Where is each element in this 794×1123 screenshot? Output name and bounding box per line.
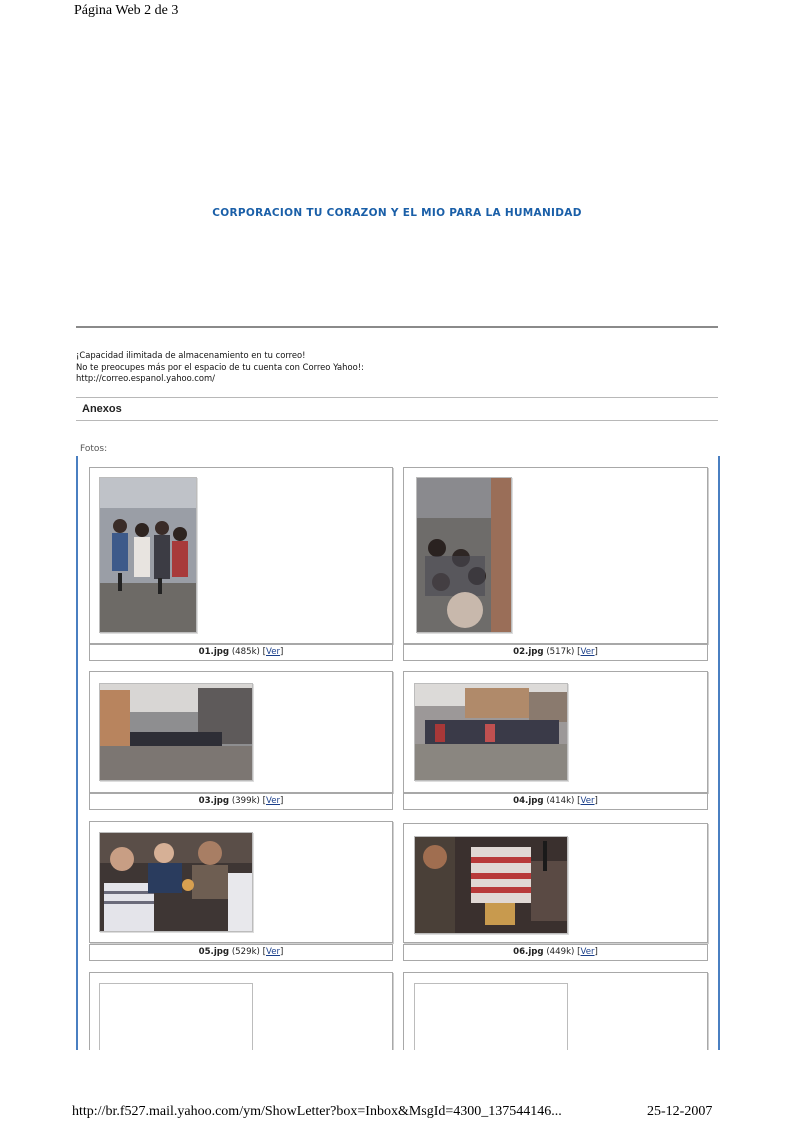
photo-tile[interactable] <box>403 671 708 793</box>
page-header: Página Web 2 de 3 <box>74 3 179 18</box>
file-size: (517k) <box>546 647 575 657</box>
file-name: 06.jpg <box>513 947 544 957</box>
photo-caption: 01.jpg (485k) [Ver] <box>89 644 393 661</box>
photo-caption: 05.jpg (529k) [Ver] <box>89 944 393 961</box>
attachments-header <box>76 397 718 421</box>
photo-tile[interactable] <box>89 671 393 793</box>
photo-caption: 03.jpg (399k) [Ver] <box>89 793 393 810</box>
file-size: (449k) <box>546 947 575 957</box>
file-name: 05.jpg <box>198 947 230 957</box>
photo-thumbnail[interactable] <box>99 832 253 932</box>
photo-thumbnail[interactable] <box>414 683 568 781</box>
attachments-heading: Anexos <box>82 403 122 415</box>
photo-caption: 06.jpg (449k) [Ver] <box>403 944 708 961</box>
view-link[interactable]: Ver <box>266 947 281 957</box>
view-link[interactable]: Ver <box>580 947 595 957</box>
promo-line: No te preocupes más por el espacio de tu cuenta con Correo Yahoo!: <box>76 361 364 372</box>
file-size: (529k) <box>231 947 260 957</box>
message-title: CORPORACION TU CORAZON Y EL MIO PARA LA HUMANIDAD <box>212 207 582 219</box>
photo-thumbnail[interactable] <box>99 477 197 633</box>
file-name: 01.jpg <box>198 647 230 657</box>
photo-tile[interactable] <box>89 467 393 644</box>
file-name: 02.jpg <box>513 647 544 657</box>
photo-tile[interactable] <box>403 972 708 1050</box>
photo-tile[interactable] <box>403 467 708 644</box>
photo-tile[interactable] <box>89 821 393 943</box>
file-name: 03.jpg <box>198 796 230 806</box>
photo-caption: 04.jpg (414k) [Ver] <box>403 793 708 810</box>
photo-thumbnail[interactable] <box>99 983 253 1050</box>
file-size: (399k) <box>231 796 260 806</box>
footer-date: 25-12-2007 <box>647 1104 713 1119</box>
file-name: 04.jpg <box>513 796 544 806</box>
photo-thumbnail[interactable] <box>414 983 568 1050</box>
promo-block <box>76 350 364 385</box>
photo-caption: 02.jpg (517k) [Ver] <box>403 644 708 661</box>
file-size: (414k) <box>546 796 575 806</box>
photo-thumbnail[interactable] <box>414 836 568 934</box>
view-link[interactable]: Ver <box>580 796 595 806</box>
view-link[interactable]: Ver <box>580 647 595 657</box>
photo-thumbnail[interactable] <box>99 683 253 781</box>
promo-link[interactable]: http://correo.espanol.yahoo.com/ <box>76 373 215 383</box>
photo-thumbnail[interactable] <box>416 477 512 633</box>
view-link[interactable]: Ver <box>266 647 281 657</box>
photo-tile[interactable] <box>89 972 393 1050</box>
file-size: (485k) <box>231 647 260 657</box>
photo-gallery <box>76 456 720 1050</box>
footer-url: http://br.f527.mail.yahoo.com/ym/ShowLetter?box=Inbox&MsgId=4300_137544146... <box>72 1104 562 1119</box>
photos-label: Fotos: <box>80 444 108 454</box>
view-link[interactable]: Ver <box>266 796 281 806</box>
photo-tile[interactable] <box>403 823 708 943</box>
divider <box>76 326 718 328</box>
promo-line: ¡Capacidad ilimitada de almacenamiento en tu correo! <box>76 350 306 360</box>
